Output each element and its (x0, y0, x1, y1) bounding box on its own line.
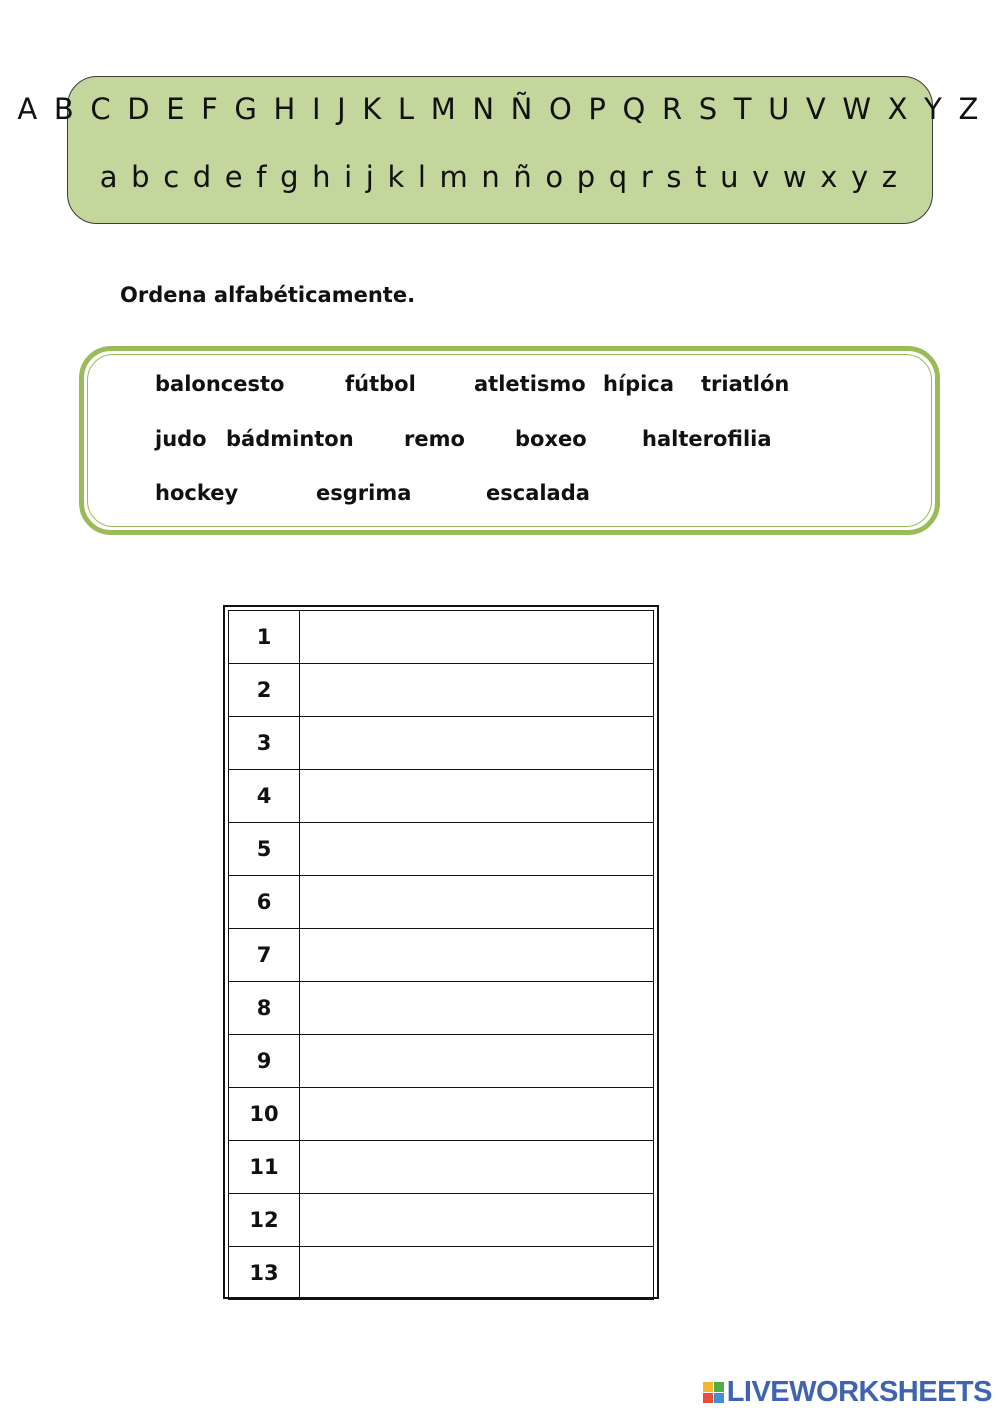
table-row (229, 823, 654, 876)
table-row (229, 717, 654, 770)
answer-input[interactable] (300, 611, 653, 663)
answer-input[interactable] (300, 1194, 653, 1246)
answer-cell (300, 770, 654, 823)
word-hipica: hípica (603, 372, 674, 396)
answer-cell (300, 929, 654, 982)
row-number: 8 (229, 982, 300, 1035)
answer-cell (300, 717, 654, 770)
row-number: 1 (229, 611, 300, 664)
word-baloncesto: baloncesto (155, 372, 285, 396)
table-row (229, 929, 654, 982)
table-row (229, 982, 654, 1035)
answer-cell (300, 876, 654, 929)
row-number: 2 (229, 664, 300, 717)
table-row (229, 1194, 654, 1247)
table-row (229, 1247, 654, 1300)
alphabet-uppercase: A B C D E F G H I J K L M N Ñ O P Q R S T U V W X Y Z (17, 92, 983, 126)
answer-input[interactable] (300, 664, 653, 716)
word-escalada: escalada (486, 481, 590, 505)
liveworksheets-logo (703, 1376, 992, 1409)
answer-cell (300, 611, 654, 664)
answer-cell (300, 1141, 654, 1194)
answer-input[interactable] (300, 876, 653, 928)
answer-input[interactable] (300, 770, 653, 822)
word-badminton: bádminton (226, 427, 354, 451)
answer-cell (300, 664, 654, 717)
answer-input[interactable] (300, 1035, 653, 1087)
row-number: 5 (229, 823, 300, 876)
table-row (229, 1088, 654, 1141)
table-row (229, 1035, 654, 1088)
answer-cell (300, 982, 654, 1035)
word-boxeo: boxeo (515, 427, 587, 451)
answer-input[interactable] (300, 982, 653, 1034)
table-row (229, 876, 654, 929)
row-number: 6 (229, 876, 300, 929)
word-triatlon: triatlón (701, 372, 790, 396)
table-row (229, 770, 654, 823)
answer-input[interactable] (300, 929, 653, 981)
word-halterofilia: halterofilia (642, 427, 772, 451)
logo-text: LIVEWORKSHEETS (726, 1376, 992, 1408)
word-atletismo: atletismo (474, 372, 586, 396)
answer-input[interactable] (300, 1141, 653, 1193)
word-hockey: hockey (155, 481, 239, 505)
answer-cell (300, 1247, 654, 1300)
answer-cell (300, 1194, 654, 1247)
row-number: 11 (229, 1141, 300, 1194)
instruction-text: Ordena alfabéticamente. (120, 283, 416, 307)
row-number: 13 (229, 1247, 300, 1300)
row-number: 12 (229, 1194, 300, 1247)
table-row (229, 1141, 654, 1194)
liveworksheets-logo-icon (703, 1382, 724, 1403)
row-number: 4 (229, 770, 300, 823)
table-row (229, 664, 654, 717)
table-row (229, 611, 654, 664)
answer-input[interactable] (300, 1088, 653, 1140)
row-number: 7 (229, 929, 300, 982)
row-number: 3 (229, 717, 300, 770)
word-esgrima: esgrima (316, 481, 412, 505)
answer-input[interactable] (300, 717, 653, 769)
answer-cell (300, 1035, 654, 1088)
answer-table (223, 605, 659, 1299)
answer-cell (300, 823, 654, 876)
row-number: 9 (229, 1035, 300, 1088)
answer-cell (300, 1088, 654, 1141)
word-remo: remo (404, 427, 465, 451)
alphabet-lowercase: a b c d e f g h i j k l m n ñ o p q r s t u v w x y z (99, 160, 901, 194)
word-futbol: fútbol (345, 372, 416, 396)
answer-input[interactable] (300, 823, 653, 875)
answer-input[interactable] (300, 1247, 653, 1299)
word-judo: judo (155, 427, 207, 451)
row-number: 10 (229, 1088, 300, 1141)
